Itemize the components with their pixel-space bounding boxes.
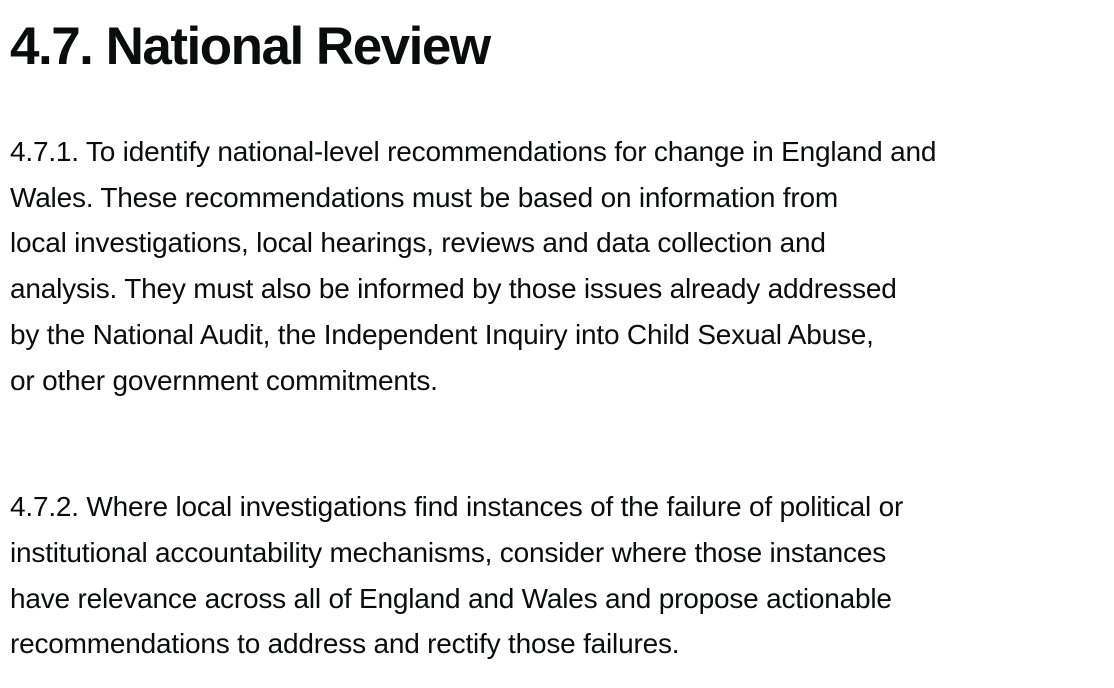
document-page — [10, 0, 1100, 667]
paragraph-4-7-1: 4.7.1. To identify national-level recommendations for change in England and Wales. These recommendations must be based on information from local investigations, local hearings, reviews and data collection and analysis. They must also be informed by those issues already addressed by the National Audit, the Independent Inquiry into Child Sexual Abuse, or other government commitments. — [10, 136, 937, 396]
section-heading: 4.7. National Review — [10, 17, 490, 76]
paragraph-4-7-2: 4.7.2. Where local investigations find instances of the failure of political or institutional accountability mechanisms, consider where those instances have relevance across all of England and Wales and propose actionable recommendations to address and rectify those failures. — [10, 491, 904, 660]
